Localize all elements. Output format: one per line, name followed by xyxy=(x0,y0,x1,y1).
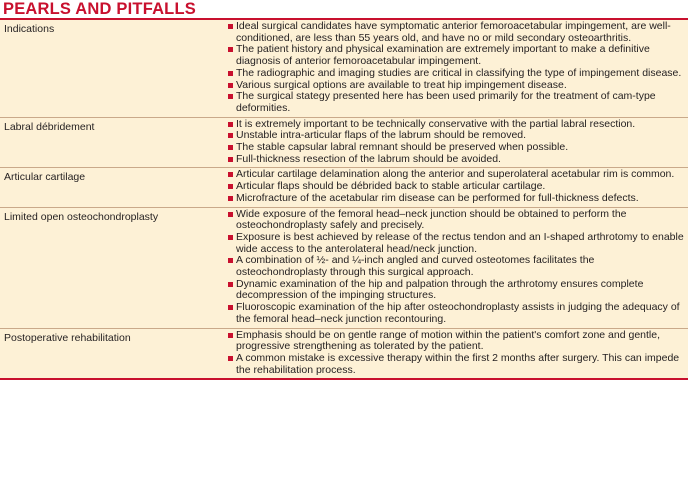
row-label: Labral débridement xyxy=(4,120,95,133)
table-row xyxy=(0,20,688,117)
row-label: Indications xyxy=(4,23,55,35)
square-bullet-icon xyxy=(228,333,233,338)
square-bullet-icon xyxy=(228,305,233,310)
list-item xyxy=(227,154,686,166)
square-bullet-icon xyxy=(228,356,233,361)
square-bullet-icon xyxy=(228,235,233,240)
bullet-list xyxy=(227,119,686,166)
table-row xyxy=(0,167,688,206)
list-item-text: Various surgical options are available to treat hip impingement disease. xyxy=(236,78,567,91)
list-item-text: It is extremely important to be technically conservative with the partial labral resection. xyxy=(236,117,636,130)
list-item-text: Wide exposure of the femoral head–neck junction should be obtained to perform the osteochondroplasty safely and precisely. xyxy=(236,207,627,232)
list-item-text: Fluoroscopic examination of the hip after osteochondroplasty assists in judging the adequacy of the femoral head–neck junction recontouring. xyxy=(236,301,680,325)
square-bullet-icon xyxy=(228,133,233,138)
list-item xyxy=(227,142,686,154)
row-items xyxy=(227,329,688,379)
square-bullet-icon xyxy=(228,83,233,88)
list-item xyxy=(227,91,686,114)
list-item-text: A combination of ½- and ¼-inch angled and curved osteotomes facilitates the osteochondroplasty through this surgical approach. xyxy=(236,254,595,279)
row-items xyxy=(227,118,688,168)
list-item xyxy=(227,279,686,302)
square-bullet-icon xyxy=(228,145,233,150)
list-item-text: Articular flaps should be débrided back to stable articular cartilage. xyxy=(236,180,546,193)
list-item xyxy=(227,209,686,232)
square-bullet-icon xyxy=(228,196,233,201)
list-item xyxy=(227,21,686,44)
square-bullet-icon xyxy=(228,47,233,52)
pearls-table xyxy=(0,20,688,380)
row-items xyxy=(227,168,688,206)
bullet-list xyxy=(227,209,686,326)
square-bullet-icon xyxy=(228,172,233,177)
list-item-text: Full-thickness resection of the labrum should be avoided. xyxy=(236,152,501,165)
square-bullet-icon xyxy=(228,24,233,29)
list-item xyxy=(227,232,686,255)
list-item-text: Dynamic examination of the hip and palpation through the arthrotomy ensures complete decompression of the impinging structures. xyxy=(236,277,644,302)
list-item-text: Articular cartilage delamination along the anterior and superolateral acetabular rim is common. xyxy=(236,168,675,181)
row-label: Articular cartilage xyxy=(4,171,86,184)
bullet-list xyxy=(227,169,686,204)
list-item xyxy=(227,255,686,278)
bullet-list xyxy=(227,330,686,377)
list-item-text: Ideal surgical candidates have symptomatic anterior femoroacetabular impingement, are well-conditioned, are less than 55 years old, and have no or mild secondary osteoarthritis. xyxy=(236,20,671,44)
list-item xyxy=(227,353,686,376)
list-item-text: Unstable intra-articular flaps of the labrum should be removed. xyxy=(236,129,527,142)
square-bullet-icon xyxy=(228,184,233,189)
bullet-list xyxy=(227,21,686,115)
row-label: Postoperative rehabilitation xyxy=(4,331,131,344)
list-item-text: The stable capsular labral remnant should be preserved when possible. xyxy=(236,141,569,154)
square-bullet-icon xyxy=(228,282,233,287)
square-bullet-icon xyxy=(228,71,233,76)
list-item xyxy=(227,68,686,80)
list-item xyxy=(227,44,686,67)
list-item xyxy=(227,193,686,205)
list-item-text: Microfracture of the acetabular rim disease can be performed for full-thickness defects. xyxy=(236,191,639,204)
list-item-text: Exposure is best achieved by release of the rectus tendon and an I-shaped arthrotomy to enable wide access to the anterolateral head/neck junction. xyxy=(236,230,684,255)
square-bullet-icon xyxy=(228,258,233,263)
list-item-text: A common mistake is excessive therapy within the first 2 months after surgery. This can impede the rehabilitation process. xyxy=(236,351,680,376)
list-item-text: Emphasis should be on gentle range of motion within the patient's comfort zone and gentle, progressive strengthening as tolerated by the patient. xyxy=(236,328,661,353)
square-bullet-icon xyxy=(228,157,233,162)
list-item xyxy=(227,302,686,325)
square-bullet-icon xyxy=(228,122,233,127)
list-item-text: The surgical stategy presented here has been used primarily for the treatment of cam-type deformities. xyxy=(236,90,656,114)
square-bullet-icon xyxy=(228,94,233,99)
page-title: PEARLS AND PITFALLS xyxy=(3,0,196,18)
row-items xyxy=(227,208,688,328)
table-row xyxy=(0,117,688,168)
row-label: Limited open osteochondroplasty xyxy=(4,210,159,223)
list-item-text: The patient history and physical examination are extremely important to make a definitive diagnosis of anterior femoroacetabular impingement. xyxy=(236,43,650,68)
list-item-text: The radiographic and imaging studies are critical in classifying the type of impingement disease. xyxy=(236,66,682,79)
row-items xyxy=(227,20,688,117)
list-item xyxy=(227,330,686,353)
square-bullet-icon xyxy=(228,212,233,217)
table-row xyxy=(0,207,688,328)
table-row xyxy=(0,328,688,379)
